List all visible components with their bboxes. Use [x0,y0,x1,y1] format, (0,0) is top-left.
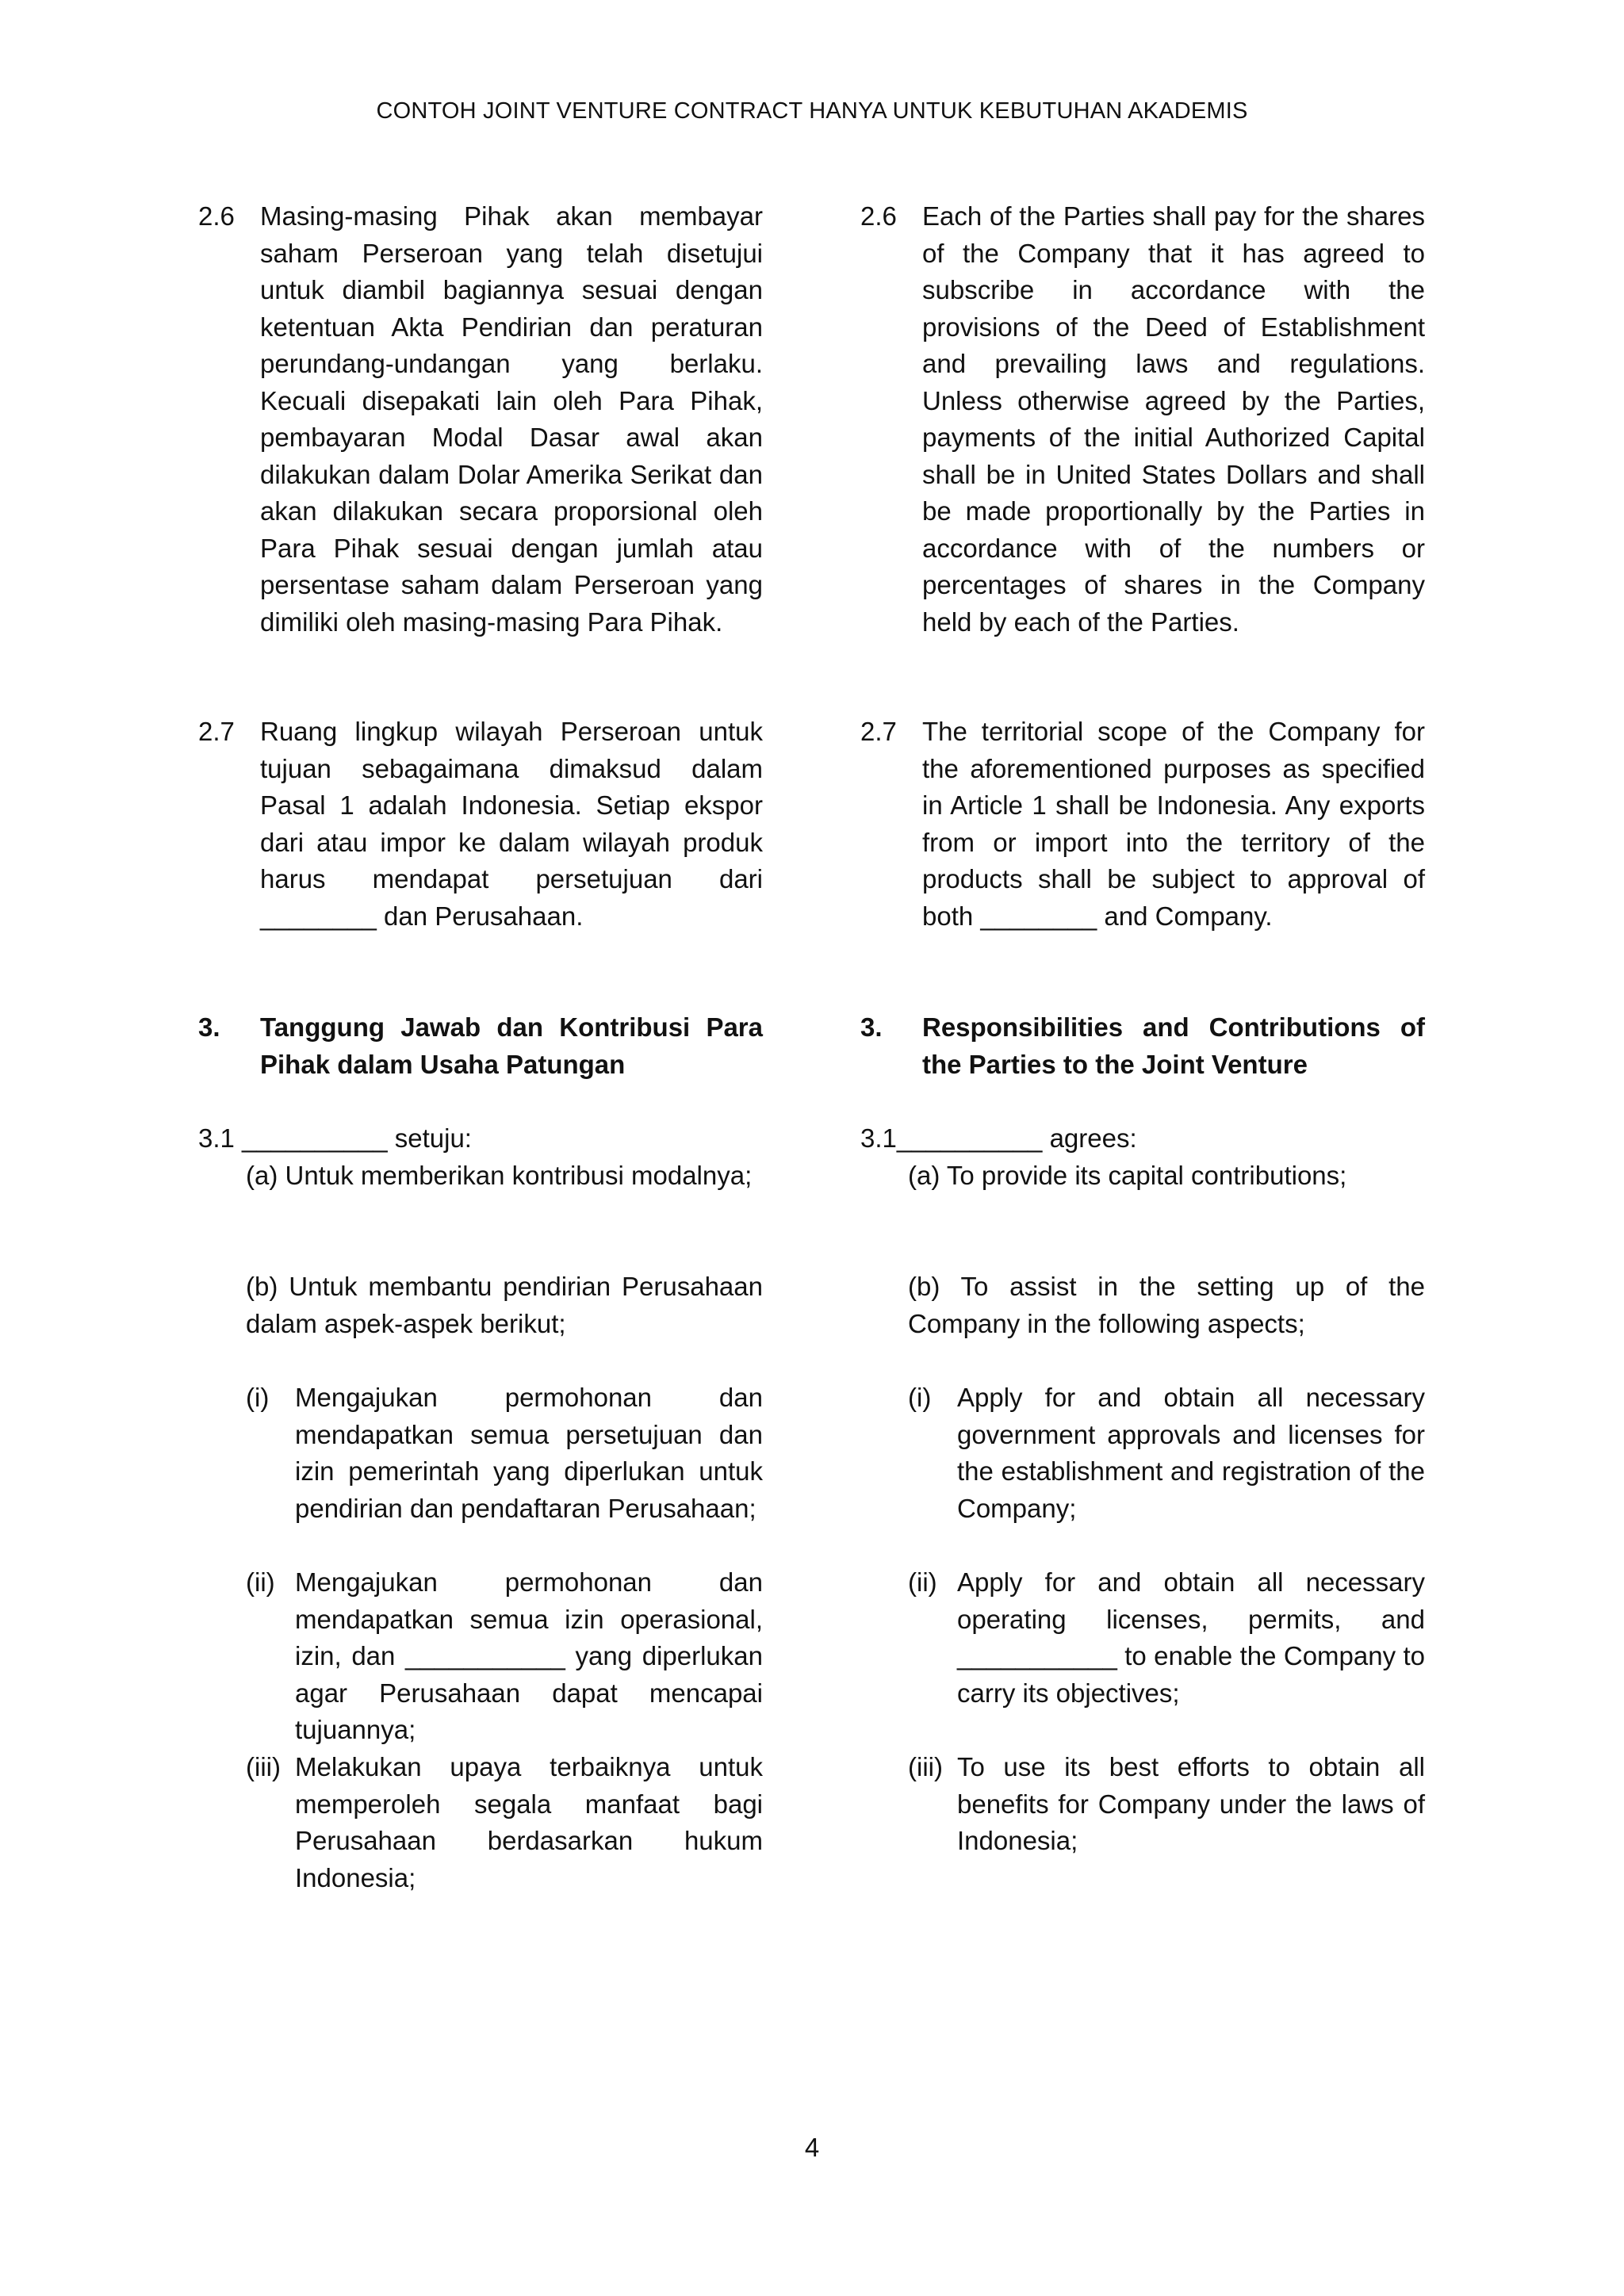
clause-3-1-b-id [198,1269,763,1342]
item-text: Melakukan upaya terbaiknya untuk memperoleh segala manfaat bagi Perusahaan berdasarkan hukum Indonesia; [295,1752,763,1892]
clause-intro: 3.1__________ agrees: [860,1123,1137,1153]
item-text: Apply for and obtain all necessary operating licenses, permits, and ___________ to enable the Company to carry its objectives; [957,1567,1425,1708]
clause-3-1-ii-id [198,1564,763,1749]
clause-text: Each of the Parties shall pay for the shares of the Company that it has agreed to subscribe in accordance with the provisions of the Deed of Establishment and prevailing laws and regulations. Unless otherwise agreed by the Parties, payments of the initial Authorized Capital shall be in United States Dollars and shall be made proportionally by the Parties in accordance with of the numbers or percentages of shares in the Company held by each of the Parties. [922,201,1425,637]
clause-text: Masing-masing Pihak akan membayar saham Perseroan yang telah disetujui untuk diambil bagiannya sesuai dengan ketentuan Akta Pendirian dan peraturan perundang-undangan yang berlaku. Kecuali disepakati lain oleh Para Pihak, pembayaran Modal Dasar awal akan dilakukan dalam Dolar Amerika Serikat dan akan dilakukan secara proporsional oleh Para Pihak sesuai dengan jumlah atau persentase saham dalam Perseroan yang dimiliki oleh masing-masing Para Pihak. [260,201,763,637]
item-text: To use its best efforts to obtain all benefits for Company under the laws of Indonesia; [957,1752,1425,1855]
clause-3-1-id [198,1120,763,1194]
item-label: (i) [246,1383,270,1412]
clause-3-1-iii-en [860,1749,1425,1860]
sub-item-a: (a) Untuk memberikan kontribusi modalnya; [246,1160,753,1190]
section-number: 3. [198,1012,220,1042]
sub-item-b: (b) To assist in the setting up of the Company in the following aspects; [908,1272,1425,1338]
clause-3-1-en [860,1120,1425,1194]
clause-3-1-i-en [860,1380,1425,1527]
clause-number: 2.7 [198,717,235,746]
clause-number: 2.7 [860,717,897,746]
item-label: (i) [908,1383,932,1412]
section-3-heading-id [198,1009,763,1083]
sub-item-a: (a) To provide its capital contributions; [908,1160,1347,1190]
clause-3-1-iii-id [198,1749,763,1896]
item-text: Mengajukan permohonan dan mendapatkan semua persetujuan dan izin pemerintah yang diperlukan untuk pendirian dan pendaftaran Perusahaan; [295,1383,763,1523]
item-label: (ii) [246,1567,275,1597]
clause-intro: 3.1 __________ setuju: [198,1123,472,1153]
page-number: 4 [804,2133,820,2162]
clause-number: 2.6 [198,201,235,231]
item-text: Apply for and obtain all necessary government approvals and licenses for the establishment and registration of the Company; [957,1383,1425,1523]
clause-3-1-i-id [198,1380,763,1527]
clause-2-7-id [198,714,763,935]
section-title: Tanggung Jawab dan Kontribusi Para Pihak dalam Usaha Patungan [260,1012,763,1079]
section-number: 3. [860,1012,883,1042]
clause-text: Ruang lingkup wilayah Perseroan untuk tujuan sebagaimana dimaksud dalam Pasal 1 adalah Indonesia. Setiap ekspor dari atau impor ke dalam wilayah produk harus mendapat persetujuan dari ________ dan Perusahaan. [260,717,763,931]
clause-2-6-id [198,198,763,641]
clause-3-1-b-en [860,1269,1425,1342]
sub-item-b: (b) Untuk membantu pendirian Perusahaan dalam aspek-aspek berikut; [246,1272,763,1338]
clause-2-6-en [860,198,1425,641]
clause-2-7-en [860,714,1425,935]
item-label: (iii) [908,1752,943,1781]
document-header: CONTOH JOINT VENTURE CONTRACT HANYA UNTUK KEBUTUHAN AKADEMIS [376,98,1248,124]
clause-3-1-ii-en [860,1564,1425,1712]
clause-number: 2.6 [860,201,897,231]
clause-text: The territorial scope of the Company for the aforementioned purposes as specified in Article 1 shall be Indonesia. Any exports from or import into the territory of the products shall be subject to approval of both ________ and Company. [922,717,1425,931]
section-3-heading-en [860,1009,1425,1083]
item-label: (ii) [908,1567,937,1597]
item-text: Mengajukan permohonan dan mendapatkan semua izin operasional, izin, dan ___________ yang diperlukan agar Perusahaan dapat mencapai tujuannya; [295,1567,763,1744]
item-label: (iii) [246,1752,281,1781]
section-title: Responsibilities and Contributions of the Parties to the Joint Venture [922,1012,1425,1079]
